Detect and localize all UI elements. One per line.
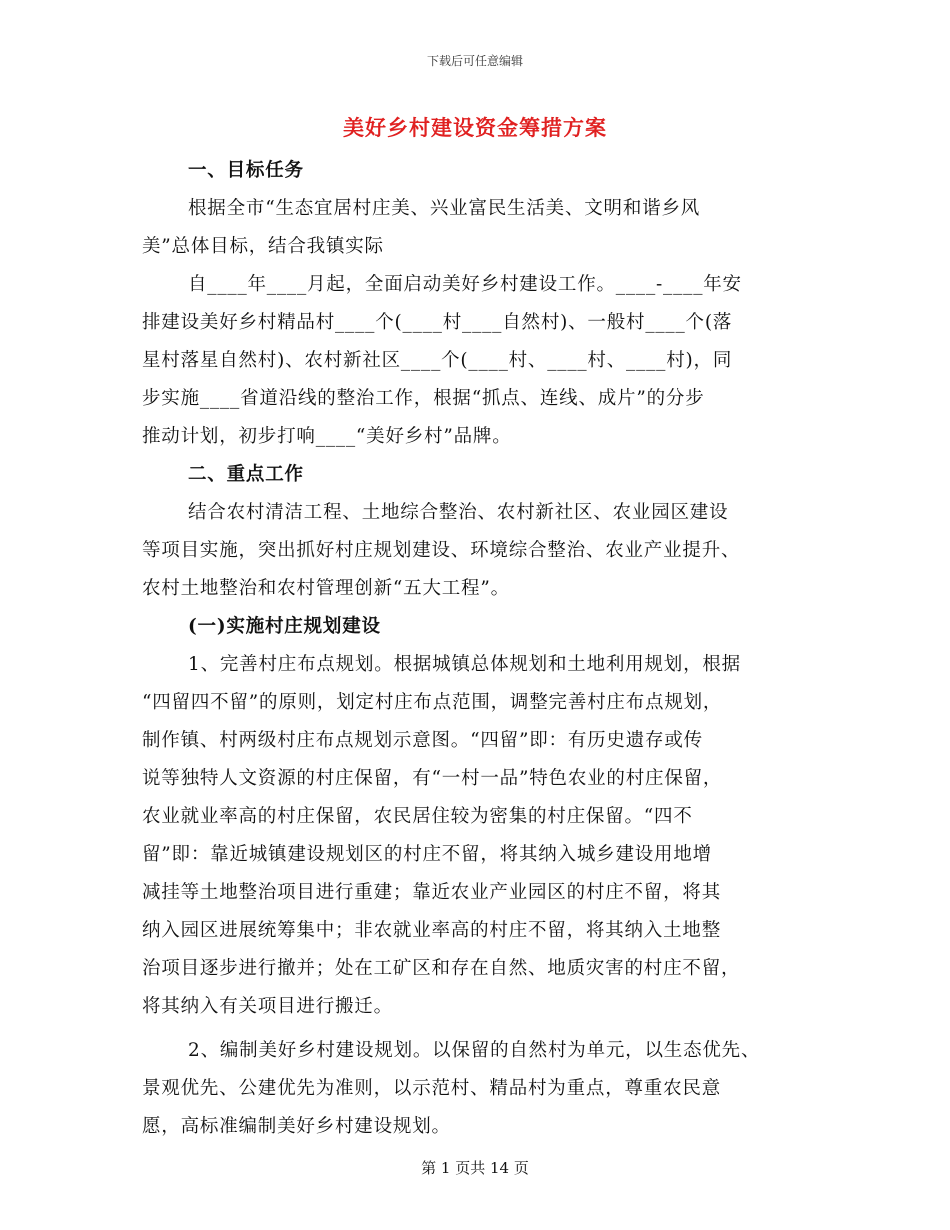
text-line: 等项目实施，突出抓好村庄规划建设、环境综合整治、农业产业提升、 — [142, 540, 741, 561]
text-line: 制作镇、村两级村庄布点规划示意图。“四留”即：有历史遗存或传 — [142, 730, 703, 751]
text-line: 将其纳入有关项目进行搬迁。 — [142, 996, 393, 1017]
text-line: 减挂等土地整治项目进行重建；靠近农业产业园区的村庄不留，将其 — [142, 882, 722, 903]
text-line: 根据全市“生态宜居村庄美、兴业富民生活美、文明和谐乡风 — [188, 198, 701, 219]
text-line: 说等独特人文资源的村庄保留，有“一村一品”特色农业的村庄保留， — [142, 768, 723, 789]
text-line: 农业就业率高的村庄保留，农民居住较为密集的村庄保留。“四不 — [142, 806, 693, 827]
document-title: 美好乡村建设资金筹措方案 — [343, 115, 607, 140]
text-line: 景观优先、公建优先为准则，以示范村、精品村为重点，尊重农民意 — [142, 1078, 722, 1099]
text-line: 星村落星自然村)、农村新社区____个(____村、____村、____村)，同 — [142, 350, 733, 371]
text-line: 纳入园区进展统筹集中；非农就业率高的村庄不留，将其纳入土地整 — [142, 920, 722, 941]
paragraph — [142, 1032, 832, 1146]
text-line: 推动计划，初步打响____“美好乡村”品牌。 — [142, 426, 512, 447]
text-line: 排建设美好乡村精品村____个(____村____自然村)、一般村____个(落 — [142, 312, 733, 333]
text-line: 留”即：靠近城镇建设规划区的村庄不留，将其纳入城乡建设用地增 — [142, 844, 712, 865]
paragraph — [142, 190, 832, 266]
section-heading: 二、重点工作 — [188, 464, 304, 485]
text-line: “四留四不留”的原则，划定村庄布点范围，调整完善村庄布点规划， — [142, 692, 723, 713]
text-line: 愿，高标准编制美好乡村建设规划。 — [142, 1116, 451, 1137]
text-line: 美”总体目标，结合我镇实际 — [142, 236, 384, 257]
page-header-note: 下载后可任意编辑 — [426, 54, 523, 68]
text-line: 结合农村清洁工程、土地综合整治、农村新社区、农业园区建设 — [188, 502, 729, 523]
text-line: 治项目逐步进行撤并；处在工矿区和存在自然、地质灾害的村庄不留， — [142, 958, 741, 979]
text-line: 步实施____省道沿线的整治工作，根据“抓点、连线、成片”的分步 — [142, 388, 705, 409]
text-line: 2、编制美好乡村建设规划。以保留的自然村为单元，以生态优先、 — [188, 1040, 761, 1061]
text-line: 1、完善村庄布点规划。根据城镇总体规划和土地利用规划，根据 — [188, 654, 741, 675]
text-line: 农村土地整治和农村管理创新“五大工程”。 — [142, 578, 510, 599]
page-number-footer: 第 1 页共 14 页 — [421, 1159, 529, 1177]
section-heading: 一、目标任务 — [188, 160, 304, 181]
paragraph — [142, 646, 832, 1026]
paragraph — [142, 266, 832, 456]
paragraph — [142, 494, 832, 608]
document-body — [142, 152, 832, 1146]
text-line: 自____年____月起，全面启动美好乡村建设工作。____-____年安 — [188, 274, 742, 295]
subsection-heading: (一)实施村庄规划建设 — [188, 616, 381, 637]
